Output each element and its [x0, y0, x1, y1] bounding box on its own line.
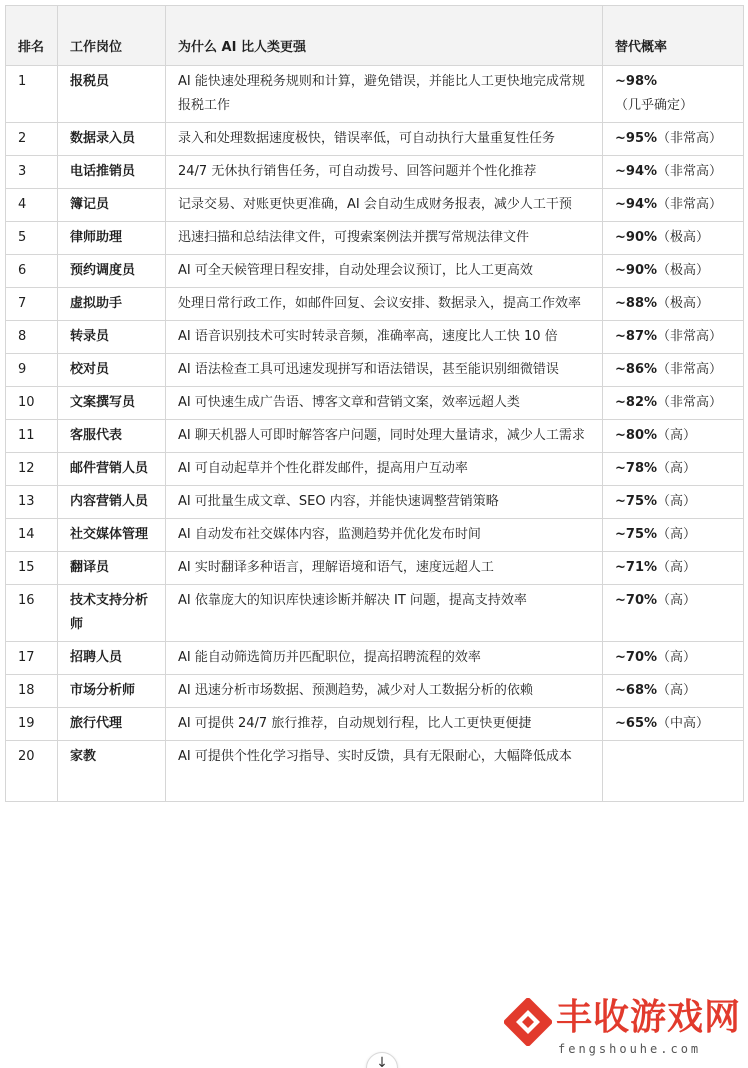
- probability-value: ~82%: [615, 395, 658, 410]
- table-row: [6, 123, 744, 156]
- job-cell: 邮件营销人员: [58, 453, 166, 486]
- probability-value: ~95%: [615, 131, 658, 146]
- table-row: [6, 675, 744, 708]
- job-cell: 报税员: [58, 66, 166, 123]
- table-row: [6, 708, 744, 741]
- probability-value: ~75%: [615, 527, 658, 542]
- table-row: [6, 642, 744, 675]
- rank-cell: 8: [6, 321, 58, 354]
- probability-value: ~68%: [615, 683, 658, 698]
- probability-note: （高）: [657, 461, 697, 476]
- probability-cell: [603, 420, 744, 453]
- job-cell: 数据录入员: [58, 123, 166, 156]
- job-cell: 预约调度员: [58, 255, 166, 288]
- job-cell: 家教: [58, 741, 166, 802]
- probability-note: （非常高）: [657, 362, 723, 377]
- probability-cell: [603, 486, 744, 519]
- reason-cell: 迅速扫描和总结法律文件，可搜索案例法并撰写常规法律文件: [166, 222, 603, 255]
- table-row: [6, 519, 744, 552]
- watermark: [500, 992, 744, 1064]
- job-cell: 招聘人员: [58, 642, 166, 675]
- table-row: [6, 288, 744, 321]
- job-cell: 市场分析师: [58, 675, 166, 708]
- probability-note: （极高）: [657, 263, 710, 278]
- probability-cell: [603, 519, 744, 552]
- probability-value: ~65%: [615, 716, 658, 731]
- table-row: [6, 156, 744, 189]
- probability-note: （高）: [657, 650, 697, 665]
- probability-value: ~80%: [615, 428, 658, 443]
- table-row: [6, 387, 744, 420]
- job-cell: 簿记员: [58, 189, 166, 222]
- probability-cell: [603, 387, 744, 420]
- watermark-logo-icon: [504, 998, 552, 1046]
- rank-cell: 2: [6, 123, 58, 156]
- probability-value: ~94%: [615, 164, 658, 179]
- table-row: [6, 255, 744, 288]
- reason-cell: AI 可全天候管理日程安排，自动处理会议预订，比人工更高效: [166, 255, 603, 288]
- probability-value: ~70%: [615, 650, 658, 665]
- probability-note: （非常高）: [657, 131, 723, 146]
- job-cell: 文案撰写员: [58, 387, 166, 420]
- rank-cell: 16: [6, 585, 58, 642]
- probability-note: （高）: [657, 494, 697, 509]
- probability-value: ~94%: [615, 197, 658, 212]
- probability-value: ~98%: [615, 74, 658, 89]
- probability-cell: [603, 123, 744, 156]
- watermark-url: fengshouhe.com: [558, 1042, 702, 1056]
- reason-cell: 24/7 无休执行销售任务，可自动拨号、回答问题并个性化推荐: [166, 156, 603, 189]
- probability-cell: [603, 552, 744, 585]
- job-cell: 旅行代理: [58, 708, 166, 741]
- reason-cell: AI 可批量生成文章、SEO 内容，并能快速调整营销策略: [166, 486, 603, 519]
- reason-cell: 录入和处理数据速度极快，错误率低，可自动执行大量重复性任务: [166, 123, 603, 156]
- reason-cell: AI 语法检查工具可迅速发现拼写和语法错误，甚至能识别细微错误: [166, 354, 603, 387]
- rank-cell: 14: [6, 519, 58, 552]
- rank-cell: 5: [6, 222, 58, 255]
- probability-value: ~71%: [615, 560, 658, 575]
- probability-cell: [603, 354, 744, 387]
- table-row: [6, 486, 744, 519]
- job-cell: 内容营销人员: [58, 486, 166, 519]
- rank-cell: 4: [6, 189, 58, 222]
- job-cell: 虚拟助手: [58, 288, 166, 321]
- job-cell: 律师助理: [58, 222, 166, 255]
- probability-note: （极高）: [657, 296, 710, 311]
- reason-cell: 记录交易、对账更快更准确，AI 会自动生成财务报表，减少人工干预: [166, 189, 603, 222]
- probability-cell: [603, 156, 744, 189]
- reason-cell: AI 实时翻译多种语言，理解语境和语气，速度远超人工: [166, 552, 603, 585]
- table-row: [6, 354, 744, 387]
- rank-cell: 18: [6, 675, 58, 708]
- probability-cell: [603, 708, 744, 741]
- rank-cell: 7: [6, 288, 58, 321]
- table-row: [6, 453, 744, 486]
- probability-cell: [603, 453, 744, 486]
- rank-cell: 9: [6, 354, 58, 387]
- job-cell: 社交媒体管理: [58, 519, 166, 552]
- table-body: [6, 66, 744, 802]
- reason-cell: 处理日常行政工作，如邮件回复、会议安排、数据录入，提高工作效率: [166, 288, 603, 321]
- job-cell: 客服代表: [58, 420, 166, 453]
- probability-cell: [603, 585, 744, 642]
- probability-note: （非常高）: [657, 395, 723, 410]
- probability-value: ~70%: [615, 593, 658, 608]
- table-row: [6, 66, 744, 123]
- probability-cell: [603, 321, 744, 354]
- rank-cell: 11: [6, 420, 58, 453]
- reason-cell: AI 可提供个性化学习指导、实时反馈，具有无限耐心，大幅降低成本: [166, 741, 603, 802]
- rank-cell: 1: [6, 66, 58, 123]
- probability-value: ~87%: [615, 329, 658, 344]
- job-cell: 翻译员: [58, 552, 166, 585]
- scroll-down-button[interactable]: [366, 1052, 398, 1068]
- rank-cell: 6: [6, 255, 58, 288]
- probability-note: （非常高）: [657, 164, 723, 179]
- rank-cell: 10: [6, 387, 58, 420]
- probability-note: （高）: [657, 527, 697, 542]
- table-row: [6, 552, 744, 585]
- probability-cell: [603, 255, 744, 288]
- probability-cell: [603, 741, 744, 802]
- arrow-down-icon: ↓: [376, 1055, 388, 1068]
- table-row: [6, 321, 744, 354]
- rank-cell: 12: [6, 453, 58, 486]
- probability-note: （高）: [657, 560, 697, 575]
- probability-note: （高）: [657, 428, 697, 443]
- probability-cell: [603, 66, 744, 123]
- header-prob: 替代概率: [603, 6, 744, 66]
- probability-value: ~88%: [615, 296, 658, 311]
- probability-value: ~78%: [615, 461, 658, 476]
- probability-value: ~90%: [615, 263, 658, 278]
- job-cell: 转录员: [58, 321, 166, 354]
- probability-cell: [603, 222, 744, 255]
- watermark-title: 丰收游戏网: [556, 997, 742, 1038]
- probability-value: ~90%: [615, 230, 658, 245]
- reason-cell: AI 迅速分析市场数据、预测趋势，减少对人工数据分析的依赖: [166, 675, 603, 708]
- reason-cell: AI 可自动起草并个性化群发邮件，提高用户互动率: [166, 453, 603, 486]
- probability-cell: [603, 642, 744, 675]
- rank-cell: 15: [6, 552, 58, 585]
- job-cell: 技术支持分析师: [58, 585, 166, 642]
- rank-cell: 19: [6, 708, 58, 741]
- job-cell: 校对员: [58, 354, 166, 387]
- probability-value: ~86%: [615, 362, 658, 377]
- probability-note: （非常高）: [657, 329, 723, 344]
- table-row: [6, 420, 744, 453]
- reason-cell: AI 依靠庞大的知识库快速诊断并解决 IT 问题，提高支持效率: [166, 585, 603, 642]
- rank-cell: 17: [6, 642, 58, 675]
- table-row: [6, 585, 744, 642]
- probability-cell: [603, 675, 744, 708]
- probability-note: （中高）: [657, 716, 710, 731]
- probability-cell: [603, 288, 744, 321]
- table-row: [6, 741, 744, 802]
- header-job: 工作岗位: [58, 6, 166, 66]
- reason-cell: AI 可提供 24/7 旅行推荐，自动规划行程，比人工更快更便捷: [166, 708, 603, 741]
- job-replacement-table: [5, 5, 744, 802]
- probability-note: （几乎确定）: [615, 98, 694, 113]
- table-row: [6, 222, 744, 255]
- job-cell: 电话推销员: [58, 156, 166, 189]
- reason-cell: AI 自动发布社交媒体内容，监测趋势并优化发布时间: [166, 519, 603, 552]
- rank-cell: 20: [6, 741, 58, 802]
- probability-value: ~75%: [615, 494, 658, 509]
- header-why: 为什么 AI 比人类更强: [166, 6, 603, 66]
- probability-cell: [603, 189, 744, 222]
- reason-cell: AI 能自动筛选简历并匹配职位，提高招聘流程的效率: [166, 642, 603, 675]
- reason-cell: AI 可快速生成广告语、博客文章和营销文案，效率远超人类: [166, 387, 603, 420]
- table-row: [6, 189, 744, 222]
- table-header-row: [6, 6, 744, 66]
- probability-note: （高）: [657, 593, 697, 608]
- probability-note: （极高）: [657, 230, 710, 245]
- header-rank: 排名: [6, 6, 58, 66]
- reason-cell: AI 能快速处理税务规则和计算，避免错误，并能比人工更快地完成常规报税工作: [166, 66, 603, 123]
- reason-cell: AI 语音识别技术可实时转录音频，准确率高，速度比人工快 10 倍: [166, 321, 603, 354]
- probability-note: （非常高）: [657, 197, 723, 212]
- rank-cell: 13: [6, 486, 58, 519]
- reason-cell: AI 聊天机器人可即时解答客户问题，同时处理大量请求，减少人工需求: [166, 420, 603, 453]
- probability-note: （高）: [657, 683, 697, 698]
- rank-cell: 3: [6, 156, 58, 189]
